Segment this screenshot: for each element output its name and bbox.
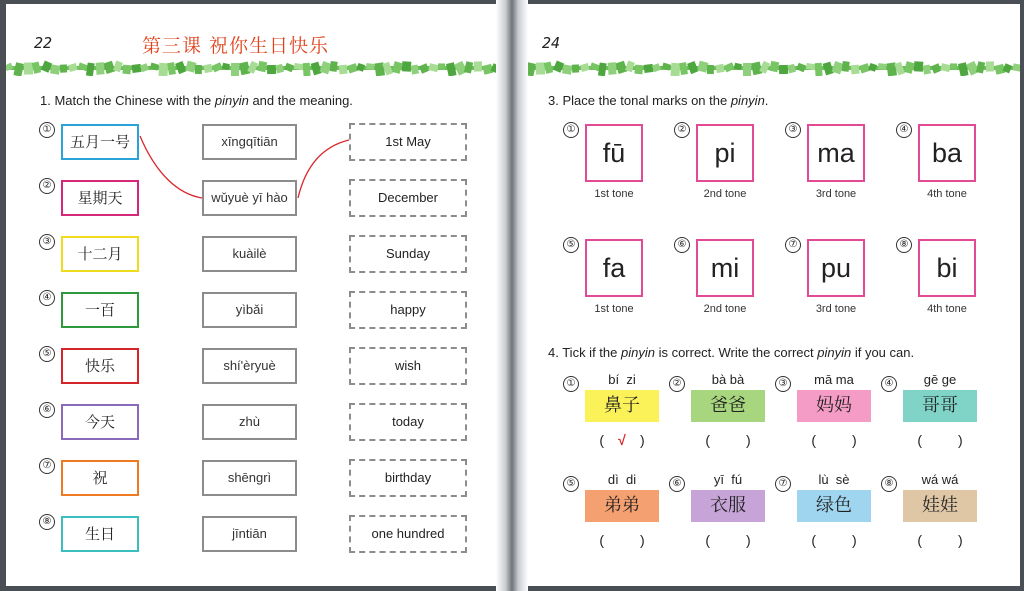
item-number: ② xyxy=(674,122,690,138)
meaning-box: birthday xyxy=(349,459,467,497)
question-4-text-italic-1: pinyin xyxy=(620,345,655,360)
chinese-word-tile: 衣服 xyxy=(691,490,765,522)
decorative-leaf-band xyxy=(518,60,1020,76)
paren-close: ) xyxy=(746,532,751,548)
tone-syllable-box: mi xyxy=(696,239,754,297)
paren-open: ( xyxy=(811,432,816,448)
tone-syllable-box: fa xyxy=(585,239,643,297)
question-3-text-italic: pinyin xyxy=(730,93,765,108)
paren-close: ) xyxy=(958,532,963,548)
tone-label: 1st tone xyxy=(594,188,634,200)
item-number: ① xyxy=(563,376,579,392)
chinese-word-box: 五月一号 xyxy=(61,124,139,160)
lesson-title: 第三课 祝你生日快乐 xyxy=(142,35,330,57)
word-pinyin: bí zi xyxy=(608,372,636,387)
item-number: ⑧ xyxy=(39,514,55,530)
tone-label: 4th tone xyxy=(927,188,967,200)
paren-close: ) xyxy=(852,432,857,448)
decorative-leaf-band xyxy=(6,60,506,76)
word-pinyin: gē ge xyxy=(923,372,957,387)
answer-parentheses xyxy=(903,532,977,548)
word-pinyin: bà bà xyxy=(711,372,745,387)
tone-label: 3rd tone xyxy=(815,188,857,200)
tone-label: 3rd tone xyxy=(815,303,857,315)
question-4-text-italic-2: pinyin xyxy=(817,345,852,360)
chinese-word-tile: 哥哥 xyxy=(903,390,977,422)
chinese-word-box: 生日 xyxy=(61,516,139,552)
item-number: ⑤ xyxy=(563,237,579,253)
item-number: ② xyxy=(669,376,685,392)
pinyin-box: zhù xyxy=(202,404,297,440)
paren-open: ( xyxy=(599,432,604,448)
pinyin-box: xīngqītiān xyxy=(202,124,297,160)
chinese-word-box: 祝 xyxy=(61,460,139,496)
chinese-word-box: 快乐 xyxy=(61,348,139,384)
pinyin-box: shēngrì xyxy=(202,460,297,496)
chinese-word-tile: 娃娃 xyxy=(903,490,977,522)
tone-syllable-box: fū xyxy=(585,124,643,182)
tone-syllable-box: ma xyxy=(807,124,865,182)
match-line-pinyin-to-meaning xyxy=(298,140,349,198)
book-gutter xyxy=(496,0,528,591)
answer-parentheses xyxy=(903,432,977,448)
word-pinyin: lù sè xyxy=(818,472,850,487)
page-number: 22 xyxy=(34,34,53,52)
item-number: ⑤ xyxy=(563,476,579,492)
item-number: ② xyxy=(39,178,55,194)
question-3-text-b: . xyxy=(764,93,769,108)
answer-parentheses xyxy=(585,432,659,448)
item-number: ⑤ xyxy=(39,346,55,362)
question-4-text-a: 4. Tick if the xyxy=(548,345,621,360)
word-pinyin: wá wá xyxy=(921,472,959,487)
paren-open: ( xyxy=(811,532,816,548)
tone-label: 4th tone xyxy=(927,303,967,315)
question-1-text-b: and the meaning. xyxy=(248,93,353,108)
tone-syllable-box: pi xyxy=(696,124,754,182)
item-number: ④ xyxy=(896,122,912,138)
item-number: ① xyxy=(563,122,579,138)
answer-parentheses xyxy=(797,532,871,548)
paren-open: ( xyxy=(917,432,922,448)
item-number: ⑥ xyxy=(674,237,690,253)
match-line-hanzi-to-pinyin xyxy=(140,136,202,198)
chinese-word-box: 星期天 xyxy=(61,180,139,216)
item-number: ⑦ xyxy=(785,237,801,253)
tone-syllable-box: ba xyxy=(918,124,976,182)
right-page xyxy=(518,4,1020,586)
question-4-instruction xyxy=(548,345,914,360)
paren-open: ( xyxy=(705,432,710,448)
question-3-text-a: 3. Place the tonal marks on the xyxy=(548,93,731,108)
paren-close: ) xyxy=(958,432,963,448)
item-number: ⑦ xyxy=(775,476,791,492)
tone-syllable-box: pu xyxy=(807,239,865,297)
word-pinyin: yī fú xyxy=(713,472,743,487)
meaning-box: wish xyxy=(349,347,467,385)
chinese-word-tile: 绿色 xyxy=(797,490,871,522)
item-number: ③ xyxy=(785,122,801,138)
item-number: ⑧ xyxy=(881,476,897,492)
item-number: ③ xyxy=(775,376,791,392)
answer-parentheses xyxy=(691,532,765,548)
question-4-text-c: if you can. xyxy=(851,345,915,360)
tone-label: 1st tone xyxy=(594,303,634,315)
pinyin-box: shí'èryuè xyxy=(202,348,297,384)
chinese-word-tile: 鼻子 xyxy=(585,390,659,422)
pinyin-box: wǔyuè yī hào xyxy=(202,180,297,216)
item-number: ④ xyxy=(39,290,55,306)
question-1-text-italic: pinyin xyxy=(214,93,249,108)
meaning-box: one hundred xyxy=(349,515,467,553)
meaning-box: today xyxy=(349,403,467,441)
pinyin-box: yìbǎi xyxy=(202,292,297,328)
chinese-word-tile: 爸爸 xyxy=(691,390,765,422)
item-number: ⑥ xyxy=(669,476,685,492)
question-4-text-b: is correct. Write the correct xyxy=(654,345,818,360)
chinese-word-tile: 妈妈 xyxy=(797,390,871,422)
meaning-box: December xyxy=(349,179,467,217)
paren-open: ( xyxy=(705,532,710,548)
chinese-word-box: 今天 xyxy=(61,404,139,440)
paren-open: ( xyxy=(917,532,922,548)
meaning-box: Sunday xyxy=(349,235,467,273)
item-number: ⑥ xyxy=(39,402,55,418)
tone-label: 2nd tone xyxy=(703,303,747,315)
pinyin-box: kuàilè xyxy=(202,236,297,272)
answer-parentheses xyxy=(585,532,659,548)
item-number: ③ xyxy=(39,234,55,250)
meaning-box: happy xyxy=(349,291,467,329)
tone-label: 2nd tone xyxy=(703,188,747,200)
paren-close: ) xyxy=(746,432,751,448)
question-3-instruction xyxy=(548,93,768,108)
word-pinyin: dì di xyxy=(607,472,637,487)
item-number: ① xyxy=(39,122,55,138)
question-1-text-a: 1. Match the Chinese with the xyxy=(40,93,215,108)
paren-close: ) xyxy=(852,532,857,548)
paren-close: ) xyxy=(640,532,645,548)
tone-syllable-box: bi xyxy=(918,239,976,297)
paren-close: ) xyxy=(640,432,645,448)
left-page xyxy=(6,4,506,586)
chinese-word-box: 一百 xyxy=(61,292,139,328)
pinyin-box: jīntiān xyxy=(202,516,297,552)
question-1-instruction xyxy=(40,93,353,108)
item-number: ⑦ xyxy=(39,458,55,474)
meaning-box: 1st May xyxy=(349,123,467,161)
tick-mark: √ xyxy=(618,432,626,448)
page-number: 24 xyxy=(542,34,561,52)
answer-parentheses xyxy=(691,432,765,448)
chinese-word-box: 十二月 xyxy=(61,236,139,272)
answer-parentheses xyxy=(797,432,871,448)
chinese-word-tile: 弟弟 xyxy=(585,490,659,522)
word-pinyin: mā ma xyxy=(814,372,854,387)
item-number: ④ xyxy=(881,376,897,392)
paren-open: ( xyxy=(599,532,604,548)
item-number: ⑧ xyxy=(896,237,912,253)
